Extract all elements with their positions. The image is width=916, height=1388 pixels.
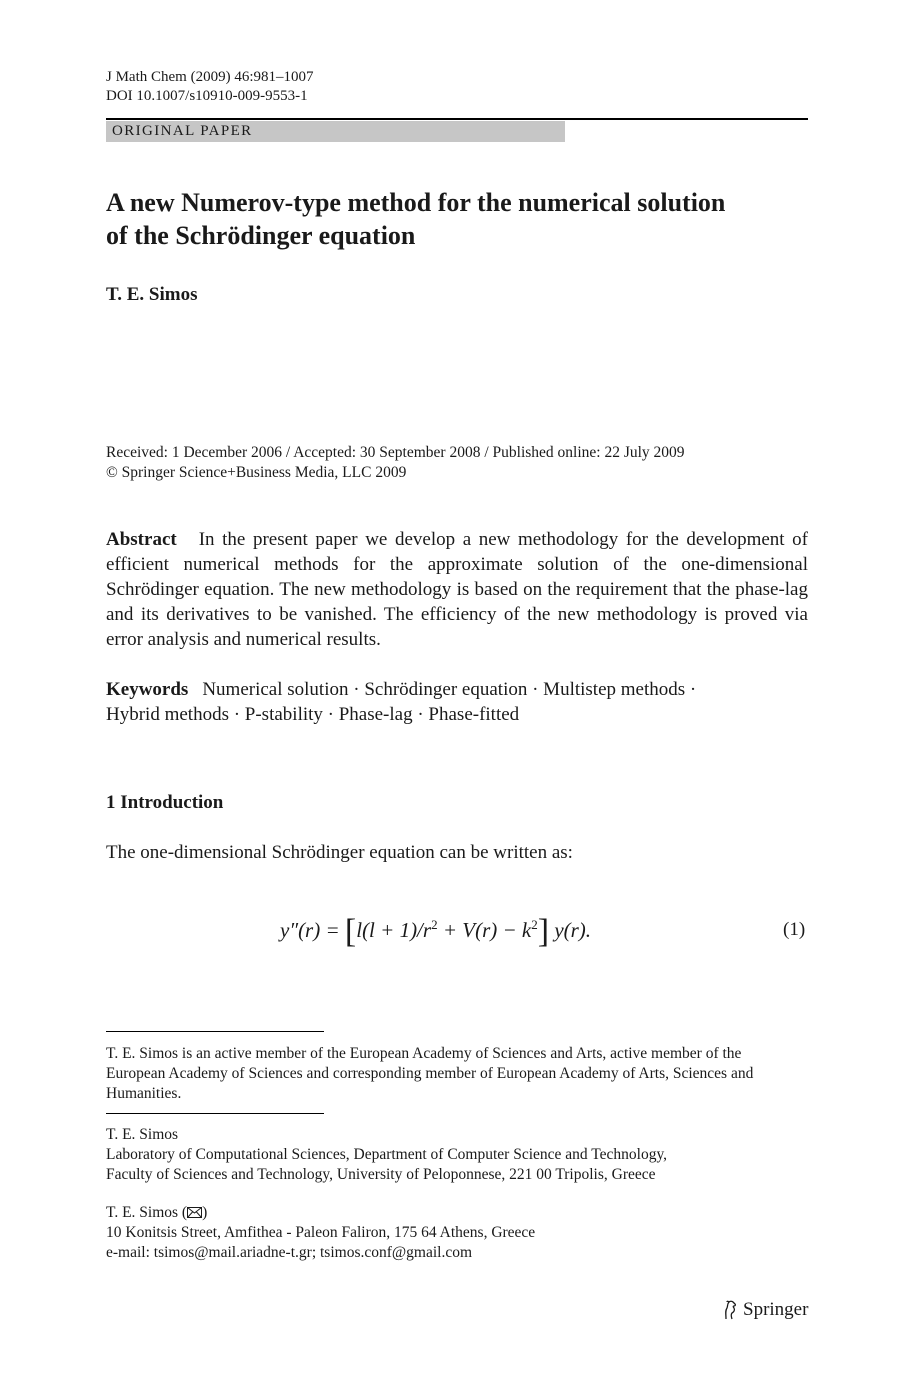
footnote-correspondence [106,1203,766,1263]
affiliation-name: T. E. Simos [106,1126,179,1143]
eq-term-a: l(l + 1)/r [356,918,432,942]
title-line-2: of the Schrödinger equation [106,221,416,250]
footnote-affiliation [106,1125,766,1185]
affiliation-line-2: Faculty of Sciences and Technology, University of Peloponnese, 221 00 Tripolis, Greece [106,1166,656,1183]
footnote-rule-2 [106,1113,324,1114]
footnote-membership: T. E. Simos is an active member of the European Academy of Sciences and Arts, active member of the European Academy of Sciences and corresponding member of European Academy of Arts, Sciences and Humanities. [106,1045,754,1102]
publication-dates [106,443,685,483]
footnote-rule-1 [106,1031,324,1032]
keywords-line-2: Hybrid methods · P-stability · Phase-lag · Phase-fitted [106,704,520,725]
section-heading: 1 Introduction [106,792,224,813]
equation-number: (1) [783,919,806,940]
publisher-name: Springer [743,1299,809,1320]
article-type-label: ORIGINAL PAPER [112,123,253,139]
eq-rhs: y(r). [549,918,592,942]
eq-exp-a: 2 [431,917,438,932]
eq-term-b: + V(r) − k [437,918,532,942]
publisher-logo [722,1299,808,1321]
eq-lhs: y″(r) = [280,918,345,942]
journal-info [106,68,314,106]
abstract [106,527,808,652]
journal-doi: DOI 10.1007/s10910-009-9553-1 [106,88,308,104]
corr-email: e-mail: tsimos@mail.ariadne-t.gr; tsimos.conf@gmail.com [106,1244,473,1261]
keywords-line-1: Numerical solution · Schrödinger equation · Multistep methods · [202,679,697,700]
eq-exp-b: 2 [531,917,538,932]
title-line-1: A new Numerov-type method for the numerical solution [106,188,726,217]
eq-close-bracket: ] [537,913,550,950]
corr-close: ) [202,1204,208,1221]
envelope-icon [187,1207,202,1218]
author-name: T. E. Simos [106,284,198,305]
keywords-label: Keywords [106,679,189,700]
affiliation-line-1: Laboratory of Computational Sciences, Department of Computer Science and Technology, [106,1146,668,1163]
date-history: Received: 1 December 2006 / Accepted: 30 September 2008 / Published online: 22 July 2009 [106,444,685,461]
copyright-notice: © Springer Science+Business Media, LLC 2009 [106,464,407,481]
eq-open-bracket: [ [344,913,357,950]
equation-1 [280,913,591,951]
corr-address: 10 Konitsis Street, Amfithea - Paleon Faliron, 175 64 Athens, Greece [106,1224,536,1241]
journal-citation: J Math Chem (2009) 46:981–1007 [106,69,314,85]
keywords [106,677,808,727]
paper-title [106,186,806,252]
corr-name: T. E. Simos ( [106,1204,188,1221]
intro-sentence: The one-dimensional Schrödinger equation can be written as: [106,842,573,863]
header-rule [106,118,808,120]
abstract-label: Abstract [106,529,177,550]
abstract-text: In the present paper we develop a new methodology for the development of efficient numerical methods for the approximate solution of the one-dimensional Schrödinger equation. The new methodology is based on the requirement that the phase-lag and its derivatives to be vanished. The efficiency of the new methodology is proved via error analysis and numerical results. [106,529,808,650]
springer-horse-icon [722,1300,738,1320]
